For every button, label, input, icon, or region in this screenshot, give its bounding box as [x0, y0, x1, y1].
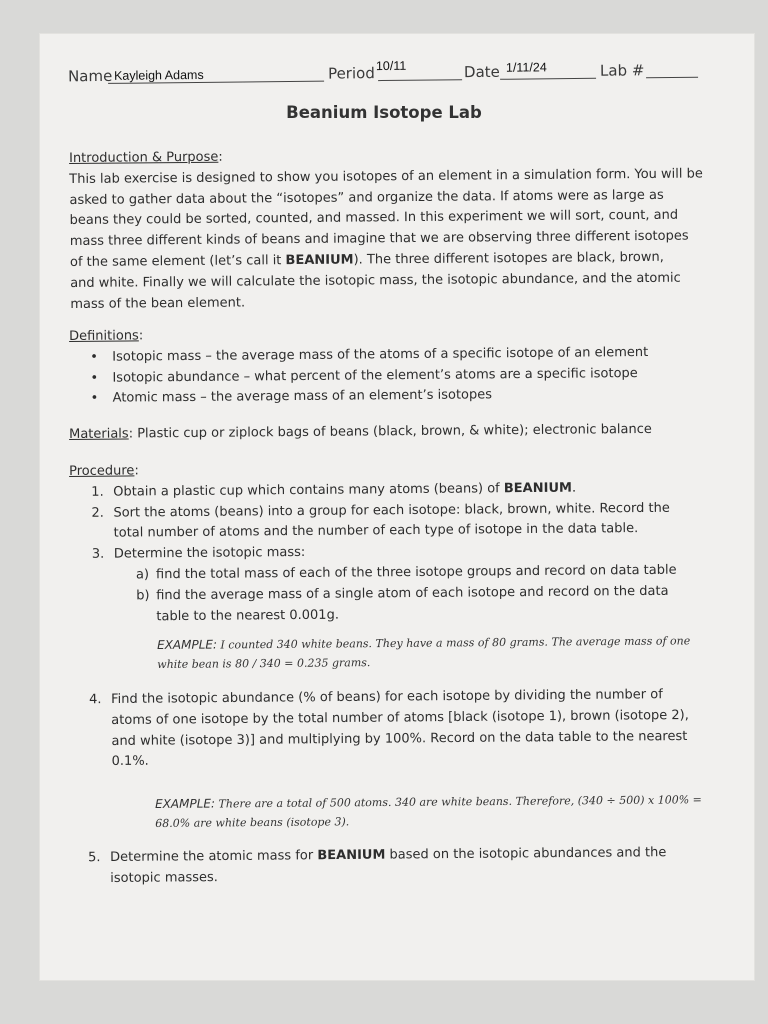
intro-colon: :: [218, 149, 223, 165]
step-text: Find the isotopic abundance (% of beans) for each isotope by dividing the number of: [111, 687, 663, 707]
bullet-icon: •: [90, 349, 99, 365]
procedure-colon: :: [134, 463, 139, 479]
definitions-heading: Definitions: [69, 328, 139, 344]
example-text: I counted 340 white beans. They have a mass of 80 grams. The average mass of one: [216, 634, 691, 652]
example-text: 68.0% are white beans (isotope 3).: [155, 815, 350, 830]
definitions-colon: :: [138, 328, 144, 344]
step-text: Obtain a plastic cup which contains many atoms (beans) of: [113, 481, 504, 500]
intro-section: [69, 143, 720, 315]
name-label: Name: [67, 66, 113, 86]
example-text: There are a total of 500 atoms. 340 are white beans. Therefore, (340 ÷ 500) x 100% =: [214, 793, 702, 811]
example-label: EXAMPLE:: [155, 796, 216, 811]
lab-number-label: Lab #: [599, 61, 645, 80]
intro-heading: Introduction & Purpose: [69, 149, 219, 166]
intro-text: ). The three different isotopes are black, brown,: [353, 249, 664, 268]
substep-b-cont: table to the nearest 0.001g.: [156, 607, 339, 624]
step-text: Determine the atomic mass for: [110, 848, 318, 865]
beanium-term: BEANIUM: [317, 847, 386, 864]
step-number: 3.: [91, 546, 105, 562]
beanium-term: BEANIUM: [285, 252, 354, 269]
example-label: EXAMPLE:: [157, 637, 218, 652]
bullet-icon: •: [90, 391, 99, 407]
date-line: [500, 78, 596, 80]
page-title: Beanium Isotope Lab: [286, 103, 482, 122]
step-3-substeps: [135, 560, 731, 627]
step-5: [88, 843, 730, 890]
substep-label: a): [135, 567, 150, 583]
example-2: [155, 790, 725, 833]
period-line: [378, 79, 462, 81]
step-text: .: [571, 480, 577, 496]
definition-text: Isotopic abundance – what percent of the element’s atoms are a specific isotope: [112, 365, 638, 386]
materials-text: : Plastic cup or ziplock bags of beans (black, brown, & white); electronic balance: [128, 421, 652, 442]
substep-text: find the average mass of a single atom of each isotope and record on the data: [156, 583, 669, 604]
period-label: Period: [327, 64, 375, 83]
substep-text: find the total mass of each of the three isotope groups and record on data table: [155, 562, 677, 583]
definition-text: Isotopic mass – the average mass of the atoms of a specific isotope of an element: [112, 344, 649, 365]
bullet-icon: •: [90, 370, 99, 386]
intro-line: mass three different kinds of beans and imagine that we are observing three different isotopes: [69, 228, 689, 250]
intro-line: beans they could be sorted, counted, and massed. In this experiment we will sort, count, and: [69, 208, 679, 229]
intro-line: asked to gather data about the “isotopes” and organize the data. If atoms were as large as: [69, 187, 664, 208]
step-text: Sort the atoms (beans) into a group for each isotope: black, brown, white. Record the: [113, 500, 670, 521]
procedure-steps: [91, 477, 730, 628]
step-text: 0.1%.: [111, 754, 149, 770]
substep-label: b): [136, 588, 150, 604]
step-text: based on the isotopic abundances and the: [385, 845, 667, 863]
definitions-list: [90, 342, 710, 410]
period-value: 10/11: [375, 58, 407, 74]
intro-text: of the same element (let’s call it: [69, 253, 286, 270]
procedure-section: [69, 456, 730, 628]
name-value: Kayleigh Adams: [113, 67, 204, 83]
lab-number-line: [646, 77, 698, 79]
materials-heading: Materials: [69, 426, 129, 442]
procedure-heading: Procedure: [69, 463, 135, 479]
step-text: Determine the isotopic mass:: [113, 545, 306, 562]
step-2-cont: total number of atoms and the number of each type of isotope in the data table.: [113, 521, 639, 542]
step-number: 1.: [91, 484, 104, 500]
example-text: white bean is 80 / 340 = 0.235 grams.: [157, 656, 371, 671]
step-number: 2.: [91, 505, 104, 521]
beanium-term: BEANIUM: [503, 480, 572, 497]
date-value: 1/11/24: [505, 60, 547, 75]
definitions-section: [69, 321, 710, 410]
step-text: atoms of one isotope by the total number of atoms [black (isotope 1), brown (isotope 2),: [111, 707, 689, 728]
intro-line: This lab exercise is designed to show you isotopes of an element in a simulation form. You will be: [69, 166, 703, 187]
step-number: 5.: [88, 850, 101, 866]
intro-line: mass of the bean element.: [70, 295, 246, 312]
step-text: isotopic masses.: [110, 869, 218, 886]
step-text: and white (isotope 3)] and multiplying by 100%. Record on the data table to the nearest: [111, 728, 688, 749]
intro-line: and white. Finally we will calculate the isotopic mass, the isotopic abundance, and the atomic: [70, 270, 681, 291]
step-4: [89, 685, 732, 774]
date-label: Date: [463, 62, 500, 82]
step-number: 4.: [89, 692, 102, 708]
definition-text: Atomic mass – the average mass of an element’s isotopes: [112, 387, 493, 407]
example-1: [157, 631, 717, 674]
